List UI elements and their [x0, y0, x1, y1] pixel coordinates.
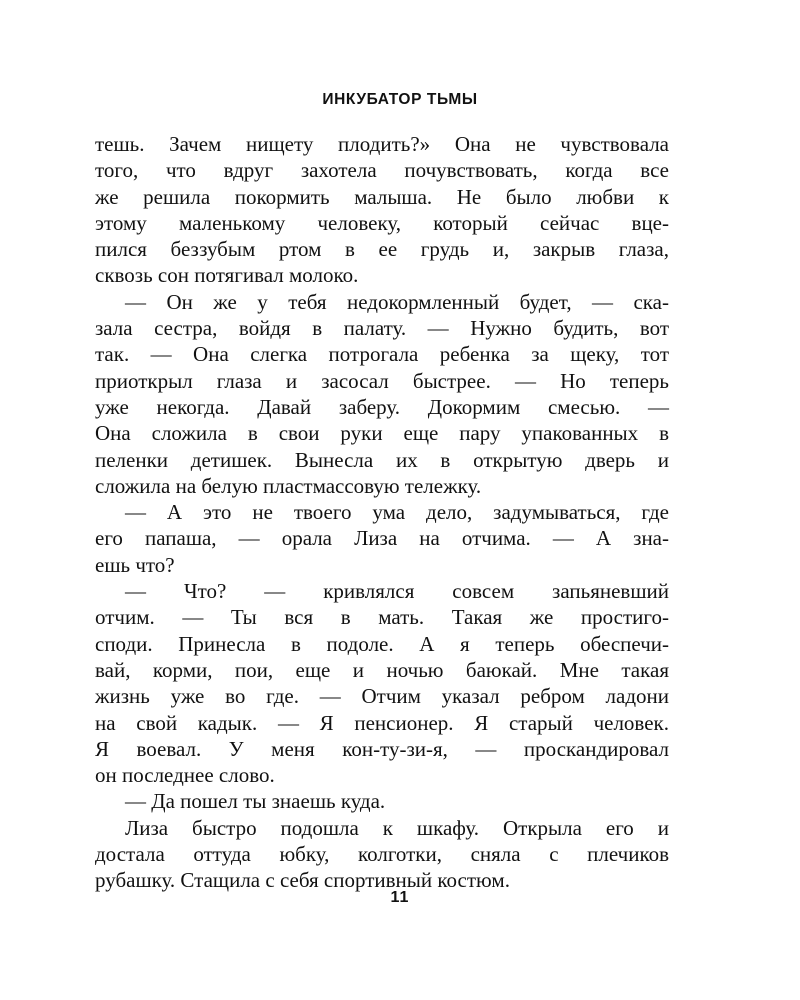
text-line: этому маленькому человеку, который сейчас вце-: [95, 210, 669, 235]
text-line: — Он же у тебя недокормленный будет, — ска-: [125, 289, 669, 314]
text-line: споди. Принесла в подоле. А я теперь обеспечи-: [95, 631, 669, 656]
text-line: вай, корми, пои, еще и ночью баюкай. Мне такая: [95, 657, 669, 682]
running-head: ИНКУБАТОР ТЬМЫ: [322, 91, 478, 108]
text-line: пеленки детишек. Вынесла их в открытую дверь и: [95, 447, 669, 472]
text-line: он последнее слово.: [95, 763, 275, 788]
text-line: на свой кадык. — Я пенсионер. Я старый человек.: [95, 710, 669, 735]
text-line: — Что? — кривлялся совсем запьяневший: [125, 579, 669, 604]
text-line: жизнь уже во где. — Отчим указал ребром ладони: [95, 684, 669, 709]
text-line: Я воевал. У меня кон-ту-зи-я, — проскандировал: [95, 736, 669, 761]
text-line: же решила покормить малыша. Не было любви к: [95, 184, 669, 209]
text-line: отчим. — Ты вся в мать. Такая же простиго-: [95, 605, 669, 630]
text-line: достала оттуда юбку, колготки, сняла с плечиков: [95, 842, 669, 867]
text-line: того, что вдруг захотела почувствовать, когда все: [95, 158, 669, 183]
text-line: тешь. Зачем нищету плодить?» Она не чувствовала: [95, 132, 669, 156]
text-line: сложила на белую пластмассовую тележку.: [95, 473, 482, 498]
text-line: Она сложила в свои руки еще пару упакованных в: [95, 421, 669, 446]
text-line: приоткрыл глаза и засосал быстрее. — Но теперь: [95, 368, 669, 393]
text-line: так. — Она слегка потрогала ребенка за щеку, тот: [95, 342, 669, 367]
text-line: — Да пошел ты знаешь куда.: [125, 789, 386, 814]
text-line: сквозь сон потягивал молоко.: [95, 263, 359, 288]
text-line: ешь что?: [95, 552, 175, 577]
text-line: — А это не твоего ума дело, задумываться, где: [125, 500, 669, 525]
text-line: пился беззубым ртом в ее грудь и, закрыв глаза,: [95, 237, 669, 262]
page-number: 11: [390, 889, 410, 906]
body-text: [95, 131, 669, 894]
text-line: рубашку. Стащила с себя спортивный костюм.: [95, 868, 510, 893]
text-line: уже некогда. Давай заберу. Докормим смесью. —: [95, 394, 669, 419]
text-line: Лиза быстро подошла к шкафу. Открыла его и: [125, 815, 669, 840]
text-line: зала сестра, войдя в палату. — Нужно будить, вот: [95, 316, 669, 341]
text-line: его папаша, — орала Лиза на отчима. — А зна-: [95, 526, 669, 551]
